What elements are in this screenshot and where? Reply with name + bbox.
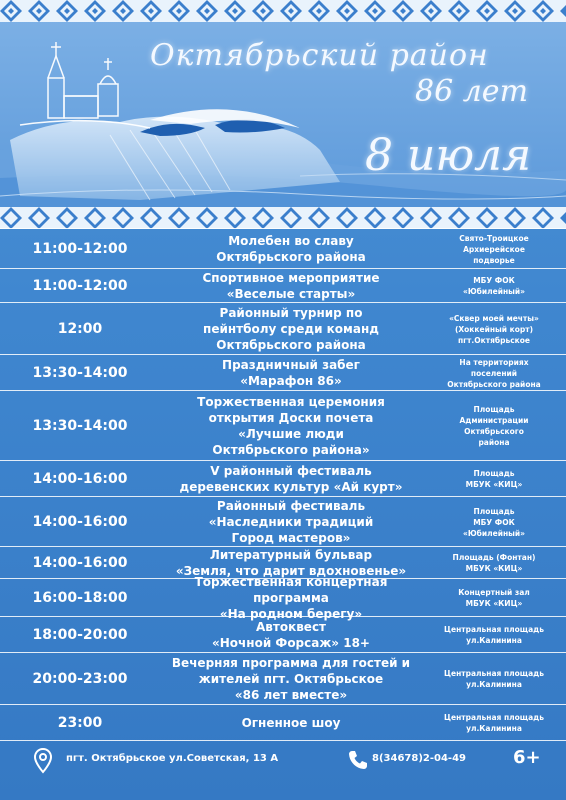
row-event: Торжественная церемония открытия Доски почета «Лучшие люди Октябрьского района» [197,395,385,457]
row-place: Концертный зал МБУК «КИЦ» [458,588,530,608]
row-time: 14:00-16:00 [32,555,128,571]
schedule-row [0,268,566,303]
row-event: Спортивное мероприятие «Веселые старты» [202,271,380,301]
row-event: Районный фестиваль «Наследники традиций Город мастеров» [208,499,374,545]
schedule-row [0,704,566,741]
location-pin-icon [34,748,52,774]
row-time: 12:00 [57,321,103,337]
schedule-row [0,460,566,497]
row-time: 18:00-20:00 [32,627,128,643]
schedule-row [0,496,566,547]
schedule-row [0,302,566,355]
schedule-row [0,390,566,461]
address-text: пгт. Октябрьское ул.Советская, 13 А [66,753,279,764]
row-place: Центральная площадь ул.Калинина [444,669,544,689]
row-place: МБУ ФОК «Юбилейный» [462,276,526,296]
row-event: V районный фестиваль деревенских культур «Ай курт» [179,464,403,494]
event-date: 8 июля [365,130,532,181]
row-time: 20:00-23:00 [32,671,128,687]
row-time: 16:00-18:00 [32,590,128,606]
row-event: Огненное шоу [241,716,341,730]
row-place: Центральная площадь ул.Калинина [444,713,544,733]
ornament-top [0,0,566,22]
schedule-row [0,354,566,391]
row-time: 11:00-12:00 [32,241,128,257]
schedule-row [0,575,566,621]
row-place: Центральная площадь ул.Калинина [444,625,544,645]
row-place: Площадь МБУ ФОК «Юбилейный» [462,506,526,538]
row-place: На территориях поселений Октябрьского района [447,357,541,389]
phone-icon [347,749,369,771]
ornament-divider [0,207,566,229]
row-place: Площадь МБУК «КИЦ» [465,469,523,489]
row-event: Литературный бульвар «Земля, что дарит вдохновенье» [175,548,407,578]
title-anniversary: 86 лет [415,74,529,109]
row-place: «Сквер моей мечты» (Хоккейный корт) пгт.Октябрьское [449,313,539,345]
row-time: 14:00-16:00 [32,471,128,487]
row-event: Торжественная концертная программа «На родном берегу» [194,575,388,621]
row-time: 11:00-12:00 [32,278,128,294]
row-place: Площадь Администрации Октябрьского района [459,405,529,447]
row-place: Свято-Троицкое Архиерейское подворье [459,233,529,265]
row-event: Молебен во славу Октябрьского района [216,234,366,264]
row-place: Площадь (Фонтан) МБУК «КИЦ» [452,553,536,573]
row-time: 13:30-14:00 [32,365,128,381]
schedule-row [0,652,566,705]
row-event: Автоквест «Ночной Форсаж» 18+ [212,620,370,650]
schedule-row [0,228,566,269]
title-district: Октябрьский район [150,38,489,73]
schedule-row [0,616,566,653]
footer [0,740,566,800]
row-time: 13:30-14:00 [32,418,128,434]
phone-text: 8(34678)2-04-49 [372,753,466,764]
row-event: Праздничный забег «Марафон 86» [222,358,360,388]
row-time: 14:00-16:00 [32,514,128,530]
row-event: Вечерняя программа для гостей и жителей пгт. Октябрьское «86 лет вместе» [171,656,411,702]
row-time: 23:00 [57,715,103,731]
row-event: Районный турнир по пейнтболу среди команд Октябрьского района [203,306,379,352]
age-rating: 6+ [513,747,541,768]
